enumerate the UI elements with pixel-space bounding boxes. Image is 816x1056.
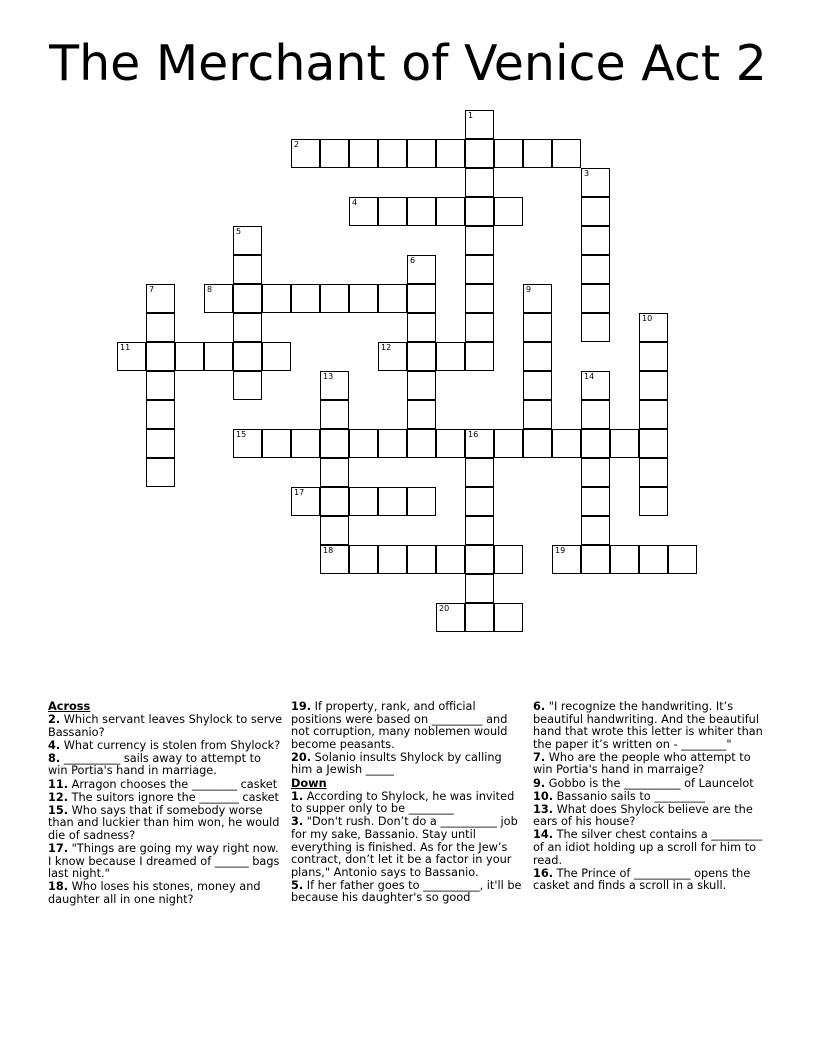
grid-cell[interactable]: [581, 226, 610, 255]
clue-item: [48, 805, 284, 843]
grid-cell[interactable]: [610, 429, 639, 458]
grid-cell[interactable]: [378, 342, 407, 371]
grid-cell[interactable]: [233, 371, 262, 400]
grid-cell[interactable]: [581, 168, 610, 197]
grid-cell[interactable]: [465, 197, 494, 226]
clue-text: "Things are going my way right now. I know because I dreamed of ______ bags last night.": [48, 842, 280, 881]
grid-cell[interactable]: [523, 400, 552, 429]
grid-cell[interactable]: [465, 110, 494, 139]
grid-cell[interactable]: [639, 342, 668, 371]
cell-number: 10: [642, 314, 653, 323]
clue-column-3: [533, 701, 769, 893]
grid-cell[interactable]: [146, 371, 175, 400]
grid-cell[interactable]: [639, 313, 668, 342]
grid-cell[interactable]: [494, 197, 523, 226]
grid-cell[interactable]: [320, 400, 349, 429]
clue-item: [48, 843, 284, 881]
cell-number: 12: [381, 343, 392, 352]
grid-cell[interactable]: [494, 139, 523, 168]
clue-heading: Across: [48, 700, 91, 713]
grid-cell[interactable]: [349, 429, 378, 458]
cell-number: 1: [468, 111, 474, 120]
grid-cell[interactable]: [233, 226, 262, 255]
grid-cell[interactable]: [668, 545, 697, 574]
clue-text: What does Shylock believe are the ears of his house?: [533, 802, 753, 829]
clue-item: [291, 701, 523, 751]
clue-column-1: [48, 701, 284, 907]
grid-cell[interactable]: [262, 342, 291, 371]
grid-cell[interactable]: [465, 429, 494, 458]
clue-number: 12.: [48, 790, 69, 804]
grid-cell[interactable]: [320, 516, 349, 545]
grid-cell[interactable]: [639, 458, 668, 487]
clue-number: 18.: [48, 880, 69, 894]
cell-number: 18: [323, 546, 334, 555]
cell-number: 14: [584, 372, 595, 381]
clue-item: [533, 868, 769, 893]
grid-cell[interactable]: [233, 284, 262, 313]
clue-text: If her father goes to __________, it'll be because his daughter's so good: [291, 878, 522, 905]
clue-item: [48, 740, 284, 753]
clue-text: "I recognize the handwriting. It’s beautiful handwriting. And the beautiful hand that wrote this letter is whiter than the paper it’s written on - ________": [533, 700, 763, 751]
clue-number: 3.: [291, 815, 304, 829]
clue-text: The Prince of __________ opens the casket and finds a scroll in a skull.: [533, 866, 751, 893]
cell-number: 20: [439, 604, 450, 613]
grid-cell[interactable]: [465, 139, 494, 168]
grid-cell[interactable]: [233, 429, 262, 458]
clue-text: Who are the people who attempt to win Portia's hand in marraige?: [533, 750, 751, 777]
grid-cell[interactable]: [407, 400, 436, 429]
grid-cell[interactable]: [639, 371, 668, 400]
cell-number: 19: [555, 546, 566, 555]
grid-cell[interactable]: [465, 168, 494, 197]
grid-cell[interactable]: [581, 284, 610, 313]
grid-cell[interactable]: [349, 545, 378, 574]
clue-text: Who loses his stones, money and daughter all in one night?: [48, 880, 261, 906]
grid-cell[interactable]: [552, 545, 581, 574]
grid-cell[interactable]: [349, 487, 378, 516]
clue-number: 5.: [291, 878, 304, 892]
clue-item: [291, 816, 523, 879]
clue-item: [533, 829, 769, 867]
cell-number: 9: [526, 285, 532, 294]
grid-cell[interactable]: [146, 400, 175, 429]
clue-number: 4.: [48, 738, 61, 752]
grid-cell[interactable]: [407, 313, 436, 342]
grid-cell[interactable]: [233, 342, 262, 371]
grid-cell[interactable]: [465, 574, 494, 603]
grid-cell[interactable]: [407, 197, 436, 226]
grid-cell[interactable]: [523, 313, 552, 342]
grid-cell[interactable]: [233, 255, 262, 284]
grid-cell[interactable]: [320, 487, 349, 516]
grid-cell[interactable]: [320, 458, 349, 487]
clue-item: [533, 752, 769, 777]
grid-cell[interactable]: [349, 284, 378, 313]
clue-item: [48, 714, 284, 739]
clue-number: 7.: [533, 750, 546, 764]
grid-cell[interactable]: [407, 487, 436, 516]
clue-number: 6.: [533, 700, 546, 713]
grid-cell[interactable]: [378, 284, 407, 313]
clue-number: 10.: [533, 789, 554, 803]
grid-cell[interactable]: [639, 429, 668, 458]
grid-cell[interactable]: [494, 429, 523, 458]
grid-cell[interactable]: [494, 603, 523, 632]
grid-cell[interactable]: [262, 284, 291, 313]
clue-column-2: [291, 701, 523, 906]
clue-item: [533, 791, 769, 804]
grid-cell[interactable]: [436, 429, 465, 458]
grid-cell[interactable]: [581, 516, 610, 545]
cell-number: 17: [294, 488, 305, 497]
grid-cell[interactable]: [523, 429, 552, 458]
grid-cell[interactable]: [378, 545, 407, 574]
clue-item: [533, 778, 769, 791]
clue-text: The silver chest contains a _________ of an idiot holding up a scroll for him to read.: [533, 828, 763, 867]
grid-cell[interactable]: [639, 487, 668, 516]
grid-cell[interactable]: [175, 342, 204, 371]
cell-number: 15: [236, 430, 247, 439]
cell-number: 8: [207, 285, 213, 294]
cell-number: 6: [410, 256, 416, 265]
grid-cell[interactable]: [349, 197, 378, 226]
grid-cell[interactable]: [465, 284, 494, 313]
grid-cell[interactable]: [204, 342, 233, 371]
clue-text: If property, rank, and official positions were based on _________ and not corruption, many noblemen would become peasants.: [291, 700, 508, 751]
clue-text: The suitors ignore the _______ casket: [71, 790, 279, 804]
grid-cell[interactable]: [291, 429, 320, 458]
grid-cell[interactable]: [581, 400, 610, 429]
grid-cell[interactable]: [407, 284, 436, 313]
grid-cell[interactable]: [523, 342, 552, 371]
clue-number: 1.: [291, 789, 304, 803]
clue-text: Gobbo is the __________ of Launcelot: [548, 776, 754, 790]
grid-cell[interactable]: [465, 487, 494, 516]
clue-item: [48, 792, 284, 805]
grid-cell[interactable]: [407, 371, 436, 400]
clue-text: __________ sails away to attempt to win Portia's hand in marriage.: [48, 751, 261, 778]
grid-cell[interactable]: [581, 313, 610, 342]
grid-cell[interactable]: [407, 545, 436, 574]
grid-cell[interactable]: [523, 371, 552, 400]
grid-cell[interactable]: [581, 458, 610, 487]
grid-cell[interactable]: [581, 545, 610, 574]
grid-cell[interactable]: [581, 197, 610, 226]
clue-text: Who says that if somebody worse than and luckier than him won, he would die of sadness?: [48, 803, 280, 842]
clue-item: [48, 753, 284, 778]
clue-text: Which servant leaves Shylock to serve Bassanio?: [48, 713, 283, 739]
clue-item: [291, 791, 523, 816]
grid-cell[interactable]: [465, 516, 494, 545]
clue-number: 11.: [48, 777, 69, 791]
grid-cell[interactable]: [117, 342, 146, 371]
grid-cell[interactable]: [378, 429, 407, 458]
grid-cell[interactable]: [581, 371, 610, 400]
clue-item: [291, 752, 523, 777]
clue-item: [48, 881, 284, 906]
grid-cell[interactable]: [320, 284, 349, 313]
grid-cell[interactable]: [407, 139, 436, 168]
clue-text: Arragon chooses the ________ casket: [71, 777, 278, 791]
grid-cell[interactable]: [407, 342, 436, 371]
grid-cell[interactable]: [465, 313, 494, 342]
clue-text: Bassanio sails to _________: [556, 789, 706, 803]
clue-number: 2.: [48, 713, 61, 727]
grid-cell[interactable]: [320, 429, 349, 458]
clue-number: 17.: [48, 842, 69, 856]
cell-number: 5: [236, 227, 242, 236]
clue-number: 16.: [533, 866, 554, 880]
grid-cell[interactable]: [146, 313, 175, 342]
clue-number: 15.: [48, 803, 69, 817]
grid-cell[interactable]: [320, 545, 349, 574]
clue-number: 19.: [291, 700, 312, 713]
grid-cell[interactable]: [378, 487, 407, 516]
grid-cell[interactable]: [146, 429, 175, 458]
grid-cell[interactable]: [146, 342, 175, 371]
grid-cell[interactable]: [436, 545, 465, 574]
grid-cell[interactable]: [465, 603, 494, 632]
clue-number: 20.: [291, 750, 312, 764]
cell-number: 3: [584, 169, 590, 178]
grid-cell[interactable]: [436, 342, 465, 371]
clue-number: 14.: [533, 828, 554, 842]
grid-cell[interactable]: [465, 342, 494, 371]
grid-cell[interactable]: [494, 545, 523, 574]
cell-number: 16: [468, 430, 479, 439]
grid-cell[interactable]: [639, 545, 668, 574]
grid-cell[interactable]: [291, 139, 320, 168]
cell-number: 11: [120, 343, 131, 352]
grid-cell[interactable]: [552, 429, 581, 458]
grid-cell[interactable]: [465, 458, 494, 487]
clue-item: [533, 701, 769, 751]
grid-cell[interactable]: [262, 429, 291, 458]
grid-cell[interactable]: [291, 487, 320, 516]
grid-cell[interactable]: [378, 197, 407, 226]
cell-number: 7: [149, 285, 155, 294]
clue-item: [533, 804, 769, 829]
grid-cell[interactable]: [407, 255, 436, 284]
grid-cell[interactable]: [465, 545, 494, 574]
grid-cell[interactable]: [291, 284, 320, 313]
clue-text: According to Shylock, he was invited to supper only to be ________: [291, 789, 515, 816]
clue-number: 8.: [48, 751, 61, 765]
grid-cell[interactable]: [581, 255, 610, 284]
grid-cell[interactable]: [581, 429, 610, 458]
grid-cell[interactable]: [465, 226, 494, 255]
grid-cell[interactable]: [320, 139, 349, 168]
grid-cell[interactable]: [552, 139, 581, 168]
cell-number: 4: [352, 198, 358, 207]
clue-number: 9.: [533, 776, 546, 790]
grid-cell[interactable]: [146, 284, 175, 313]
grid-cell[interactable]: [349, 139, 378, 168]
grid-cell[interactable]: [146, 458, 175, 487]
grid-cell[interactable]: [320, 371, 349, 400]
grid-cell[interactable]: [407, 429, 436, 458]
clue-text: What currency is stolen from Shylock?: [63, 738, 281, 752]
cell-number: 13: [323, 372, 334, 381]
clue-item: [291, 880, 523, 905]
grid-cell[interactable]: [639, 400, 668, 429]
grid-cell[interactable]: [436, 139, 465, 168]
grid-cell[interactable]: [378, 139, 407, 168]
clue-text: Solanio insults Shylock by calling him a Jewish _____: [291, 750, 502, 777]
clue-heading: Down: [291, 776, 327, 790]
grid-cell[interactable]: [610, 545, 639, 574]
clue-item: [48, 779, 284, 792]
grid-cell[interactable]: [204, 284, 233, 313]
grid-cell[interactable]: [436, 197, 465, 226]
grid-cell[interactable]: [523, 139, 552, 168]
grid-cell[interactable]: [233, 313, 262, 342]
clue-number: 13.: [533, 802, 554, 816]
grid-cell[interactable]: [523, 284, 552, 313]
page-title: The Merchant of Venice Act 2: [49, 35, 767, 92]
cell-number: 2: [294, 140, 300, 149]
clue-text: "Don't rush. Don’t do a __________ job for my sake, Bassanio. Stay until everything is finished. As for the Jew’s contract, don’t let it be a factor in your plans," Antonio says to Bassanio.: [291, 815, 518, 879]
grid-cell[interactable]: [465, 255, 494, 284]
grid-cell[interactable]: [581, 487, 610, 516]
grid-cell[interactable]: [436, 603, 465, 632]
